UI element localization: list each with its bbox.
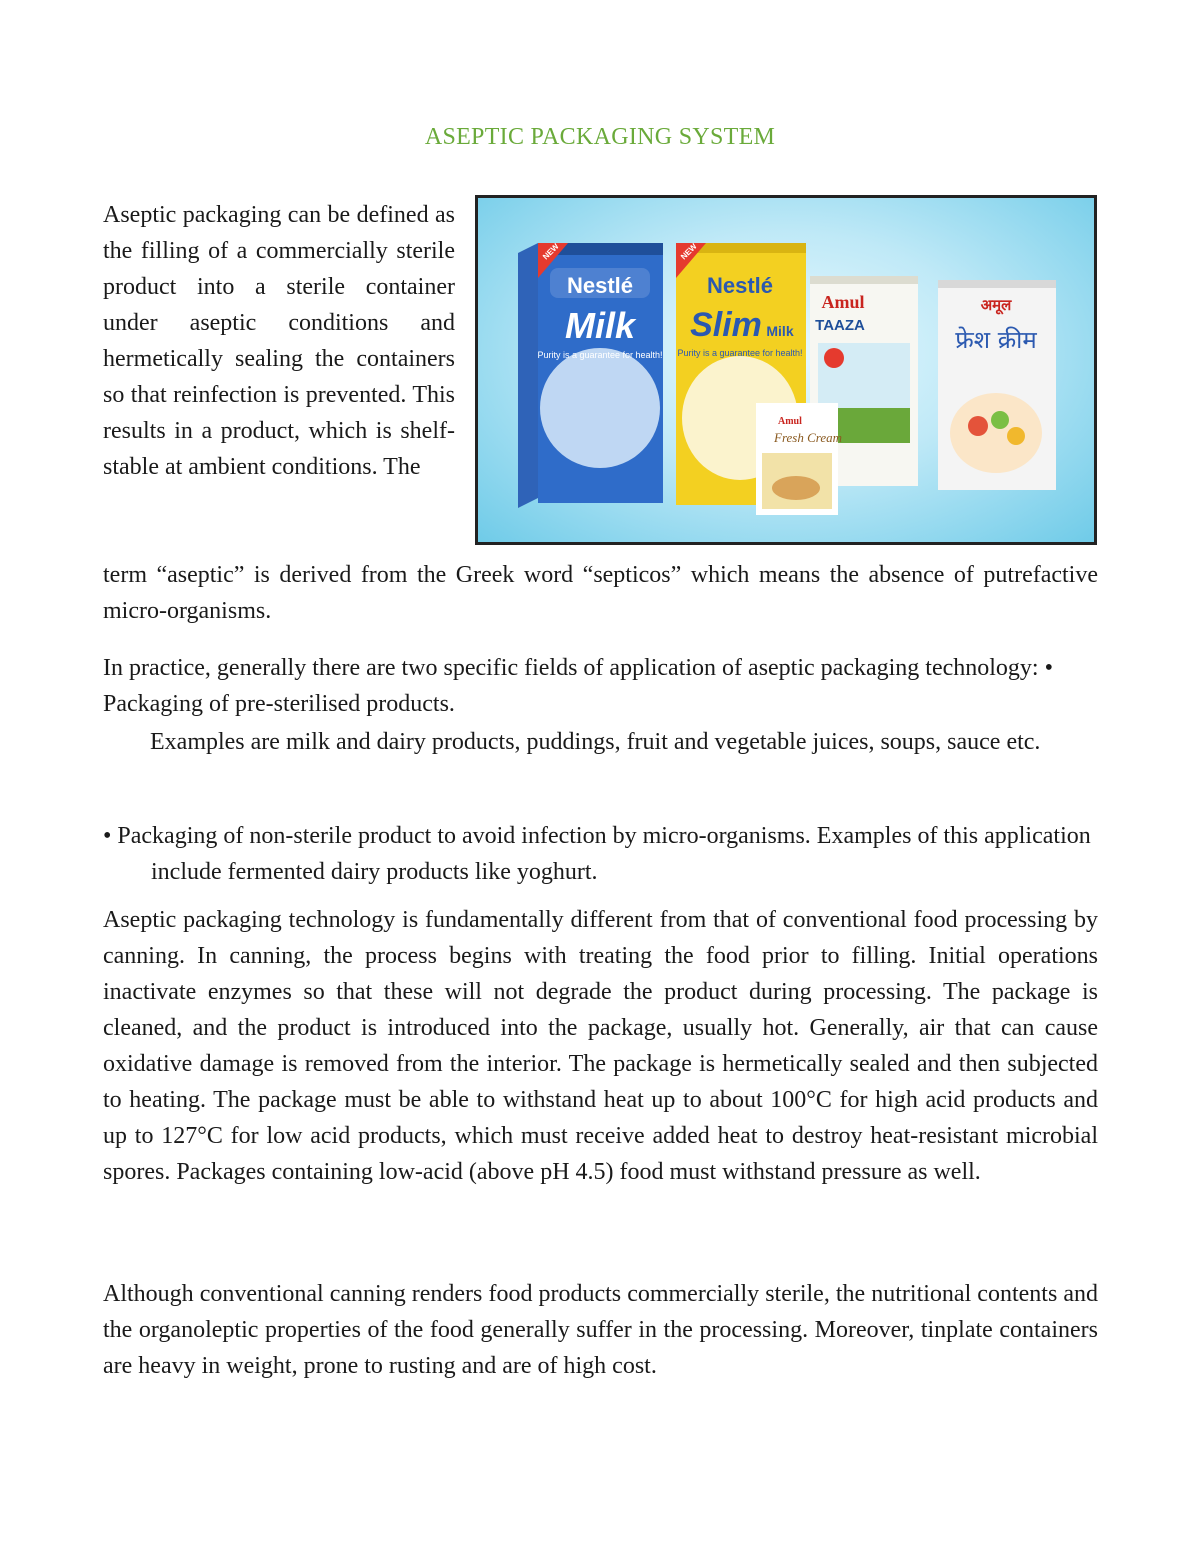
brand-label: Amul [778, 416, 802, 427]
product-label: फ्रेश क्रीम [955, 326, 1037, 354]
tagline: Purity is a guarantee for health! [537, 350, 663, 360]
canning-paragraph: Aseptic packaging technology is fundamentally different from that of conventional food processing by canning. In canning, the process begins with treating the food prior to filling. Initial operations inactivate enzymes so that these will not degrade the product during processing. The package is cleaned, and the product is introduced into the package, usually hot. Generally, air that can cause oxidative damage is removed from the interior. The package is hermetically sealed and then subjected to heating. The package must be able to withstand heat up to about 100°C for high acid products and up to 127°C for low acid products, which must receive added heat to destroy heat-resistant microbial spores. Packages containing low-acid (above pH 4.5) food must withstand pressure as well. [103, 907, 1098, 1185]
page-title: ASEPTIC PACKAGING SYSTEM [424, 124, 776, 151]
brand-label: Nestlé [706, 273, 774, 298]
examples-paragraph: Examples are milk and dairy products, puddings, fruit and vegetable juices, soups, sauce etc. [150, 729, 1041, 755]
new-badge: NEW [679, 241, 699, 262]
product-label: TAAZA [815, 317, 865, 334]
brand-label: अमूल [980, 296, 1012, 314]
tagline: Purity is a guarantee for health! [677, 348, 803, 358]
product-label: Slim [690, 306, 762, 344]
non-sterile-paragraph: • Packaging of non-sterile product to avoid infection by micro-organisms. Examples of this application include fermented dairy products like yoghurt. [103, 823, 1091, 885]
brand-label: Amul [821, 292, 865, 312]
brand-label: Nestlé [566, 273, 634, 298]
amul-hindi-carton [938, 280, 1056, 490]
product-photo [475, 195, 1097, 545]
amul-fresh-cream-carton [756, 403, 842, 515]
conventional-paragraph: Although conventional canning renders food products commercially sterile, the nutritional contents and the organoleptic properties of the food generally suffer in the processing. Moreover, tinplate containers are heavy in weight, prone to rusting and are of high cost. [103, 1281, 1098, 1379]
intro-paragraph-continued: term “aseptic” is derived from the Greek word “septicos” which means the absence of putrefactive micro-organisms. [103, 562, 1098, 624]
intro-paragraph: Aseptic packaging can be defined as the filling of a commercially sterile product into a sterile container under aseptic conditions and hermetically sealing the containers so that reinfection is prevented. This results in a product, which is shelf-stable at ambient conditions. The [103, 202, 455, 480]
new-badge: NEW [541, 241, 561, 262]
product-label: Fresh Cream [774, 430, 843, 445]
product-label: Milk [564, 305, 636, 346]
nestle-milk-carton [518, 242, 663, 508]
practice-paragraph: In practice, generally there are two specific fields of application of aseptic packaging technology: • Packaging of pre-sterilised products. [103, 655, 1054, 717]
product-label-suffix: Milk [766, 323, 794, 339]
